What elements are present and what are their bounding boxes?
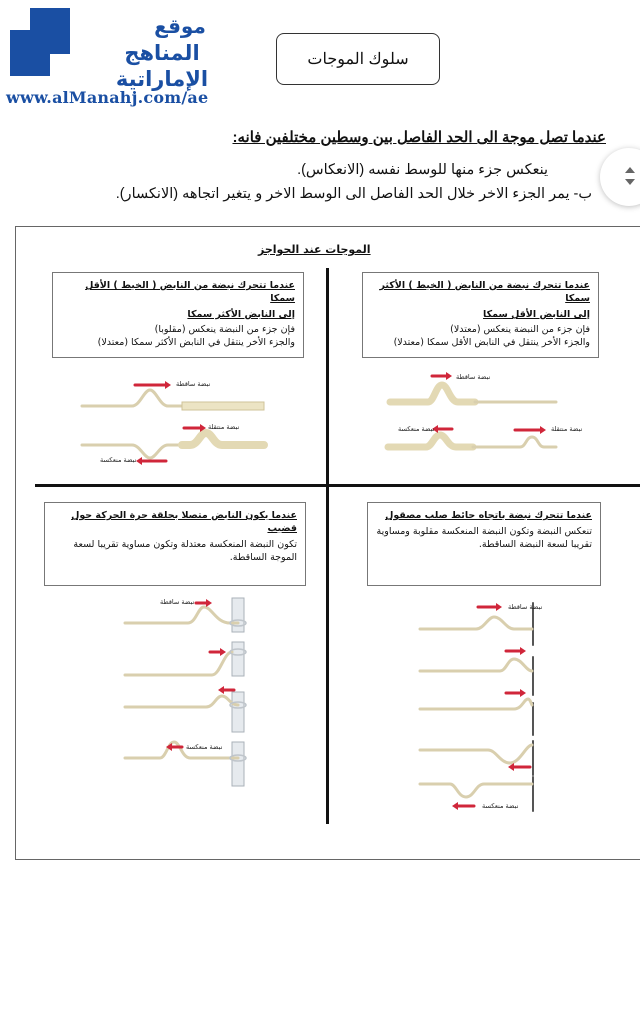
caption-transmitted: نبضة منتقلة	[551, 425, 583, 433]
panel-body: تكون النبضة المنعكسة معتدلة وتكون مساوية تقريبا لسعة	[73, 539, 297, 550]
panel-title: عندما تتحرك نبضة من النابض ( الخيط ) الأكثر سمكا	[379, 280, 590, 304]
caption-incident: نبضة ساقطة	[456, 373, 491, 381]
panel-body: والجزء الأخر ينتقل في النابض الأقل سمكا (معتدلا)	[393, 337, 590, 348]
caption-reflected: نبضة منعكسة	[482, 802, 519, 810]
caption-transmitted: نبضة منتقلة	[208, 423, 240, 431]
logo-text-name: المناهج الإماراتية	[115, 41, 209, 91]
logo-text-site: موقع	[154, 14, 206, 38]
panel-title: عندما تتحرك نبضة من النابض ( الخيط ) الأقل سمكا	[85, 280, 295, 304]
horizontal-divider	[35, 484, 640, 487]
caption-incident: نبضة ساقطة	[508, 603, 543, 611]
panel-body: تنعكس النبضة وتكون النبضة المنعكسة مقلوبة ومساوية	[376, 526, 592, 537]
caption-incident: نبضة ساقطة	[176, 380, 211, 388]
vertical-divider	[326, 268, 329, 824]
point-reflection: ينعكس جزء منها للوسط نفسه (الانعكاس).	[297, 162, 548, 178]
diagram-rigid-wall	[410, 595, 560, 815]
panel-title-cont: إلى النابض الأكثر سمكا	[187, 309, 295, 320]
logo-icon	[10, 8, 70, 76]
point-refraction: ب- يمر الجزء الاخر خلال الحد الفاصل الى الوسط الاخر و يتغير اتجاهه (الانكسار).	[115, 186, 592, 202]
lesson-title-box	[276, 33, 440, 85]
lesson-title: سلوك الموجات	[307, 51, 409, 68]
panel-body: تقريبا لسعة النبضة الساقطة.	[478, 539, 592, 550]
panel-rigid-wall-textbox	[367, 502, 601, 586]
diagram-free-ring	[110, 590, 270, 790]
figure-title: الموجات عند الحواجز	[258, 243, 371, 256]
panel-title: عندما تتحرك نبضة باتجاه حائط صلب مصقول	[385, 510, 592, 521]
scroll-control-button[interactable]	[600, 148, 640, 206]
section-heading: عندما تصل موجة الى الحد الفاصل بين وسطين مختلفين فانه:	[232, 129, 606, 146]
panel-thick-to-thin-textbox	[362, 272, 599, 358]
panel-title: عندما يكون النابض متصلا بحلقة حرة الحركة حول قضيب	[71, 510, 297, 534]
arrow-up-icon	[625, 167, 635, 173]
panel-thin-to-thick-textbox	[52, 272, 304, 358]
panel-body: والجزء الأخر ينتقل في النابض الأكثر سمكا (معتدلا)	[97, 337, 295, 348]
caption-reflected: نبضة منعكسة	[186, 743, 223, 751]
logo-url-link[interactable]: www.alManahj.com/ae	[6, 88, 209, 107]
arrow-down-icon	[625, 179, 635, 185]
panel-body: فإن جزء من النبضة ينعكس (مقلوبا)	[154, 324, 295, 335]
caption-reflected: نبضة منعكسة	[398, 425, 435, 433]
caption-reflected: نبضة منعكسة	[100, 456, 137, 464]
caption-incident: نبضة ساقطة	[160, 598, 195, 606]
panel-free-ring-textbox	[44, 502, 306, 586]
panel-body: الموجة الساقطة.	[229, 552, 297, 563]
panel-body: فإن جزء من النبضة ينعكس (معتدلا)	[450, 324, 590, 335]
panel-title-cont: إلى النابض الأقل سمكا	[483, 309, 590, 320]
